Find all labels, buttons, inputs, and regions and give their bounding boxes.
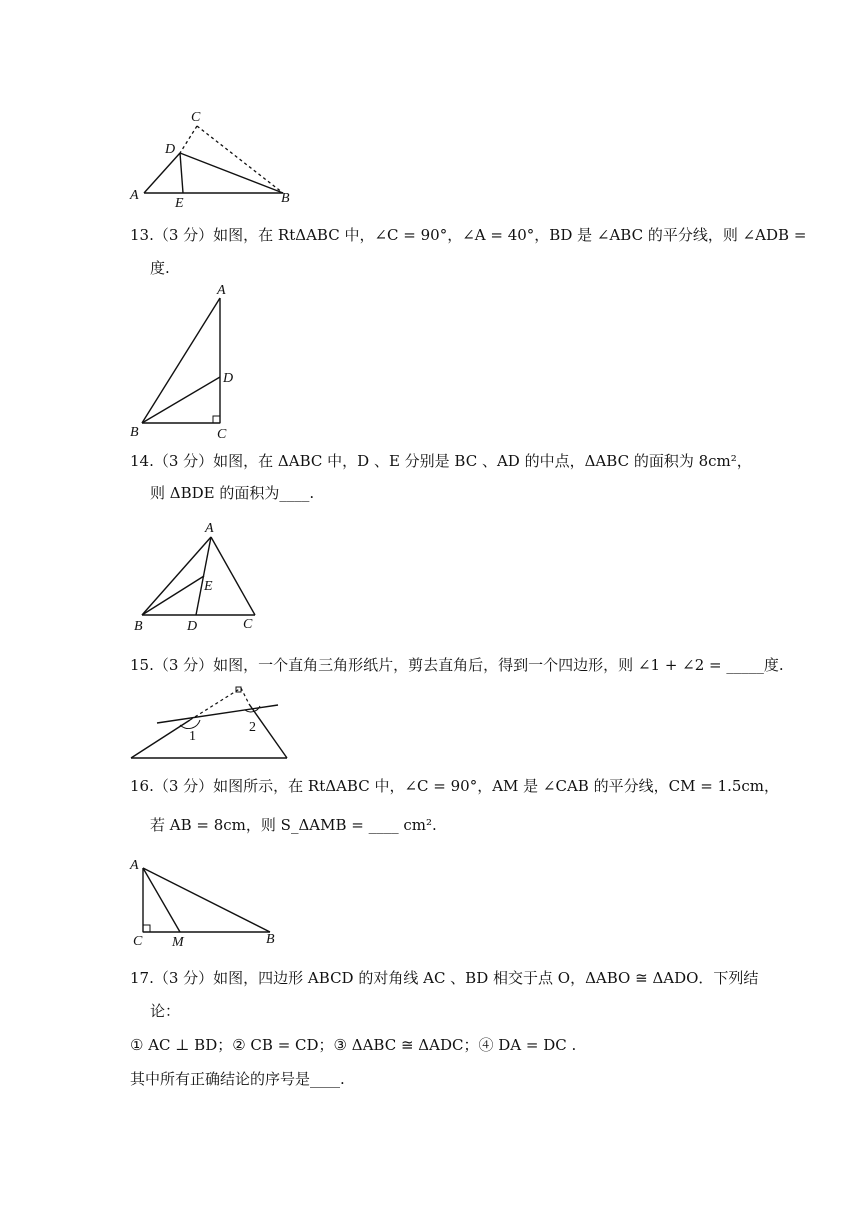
q13-line2: 度.	[150, 259, 170, 277]
angle-2-label: 2	[249, 720, 256, 735]
label-C: C	[243, 617, 253, 632]
label-B: B	[134, 619, 143, 634]
figure-q14	[125, 518, 275, 636]
q13-line1: 13.（3 分）如图，在 RtΔABC 中，∠C = 90°，∠A = 40°，BD 是 ∠ABC 的平分线，则 ∠ADB =	[130, 226, 807, 244]
figure-q13	[125, 282, 255, 442]
angle-1-label: 1	[189, 729, 196, 744]
q15-line1: 15.（3 分）如图，一个直角三角形纸片，剪去直角后，得到一个四边形，则 ∠1 + ∠2 = _____度.	[130, 656, 784, 674]
label-A: A	[130, 858, 139, 873]
label-A: A	[205, 521, 214, 536]
q17-line4: 其中所有正确结论的序号是____.	[130, 1070, 345, 1088]
label-E: E	[175, 196, 184, 210]
label-A: A	[130, 188, 139, 203]
label-C: C	[217, 427, 227, 442]
q17-line3: ① AC ⊥ BD；② CB = CD；③ ΔABC ≅ ΔADC；④ DA = DC .	[130, 1036, 577, 1054]
label-B: B	[130, 425, 139, 440]
label-C: C	[133, 934, 143, 949]
label-M: M	[172, 935, 184, 950]
label-D: D	[187, 619, 198, 634]
figure-q16	[125, 852, 290, 952]
label-C: C	[191, 110, 201, 125]
q17-line1: 17.（3 分）如图，四边形 ABCD 的对角线 AC 、BD 相交于点 O，ΔABO ≅ ΔADO．下列结	[130, 969, 759, 987]
label-B: B	[281, 191, 290, 206]
label-E: E	[204, 579, 213, 594]
q16-line1: 16.（3 分）如图所示，在 RtΔABC 中，∠C = 90°，AM 是 ∠CAB 的平分线，CM = 1.5cm，	[130, 777, 780, 795]
label-A: A	[217, 283, 226, 298]
label-B: B	[266, 932, 275, 947]
q14-line1: 14.（3 分）如图，在 ΔABC 中，D 、E 分别是 BC 、AD 的中点，ΔABC 的面积为 8cm²，	[130, 452, 752, 470]
label-D: D	[165, 142, 176, 157]
label-D: D	[223, 371, 234, 386]
q17-line2: 论：	[150, 1002, 181, 1020]
figure-q12	[120, 105, 310, 210]
q14-line2: 则 ΔBDE 的面积为____.	[150, 484, 315, 502]
figure-q15	[125, 682, 295, 767]
q16-line2: 若 AB = 8cm，则 S_ΔAMB = ____ cm².	[150, 816, 437, 834]
